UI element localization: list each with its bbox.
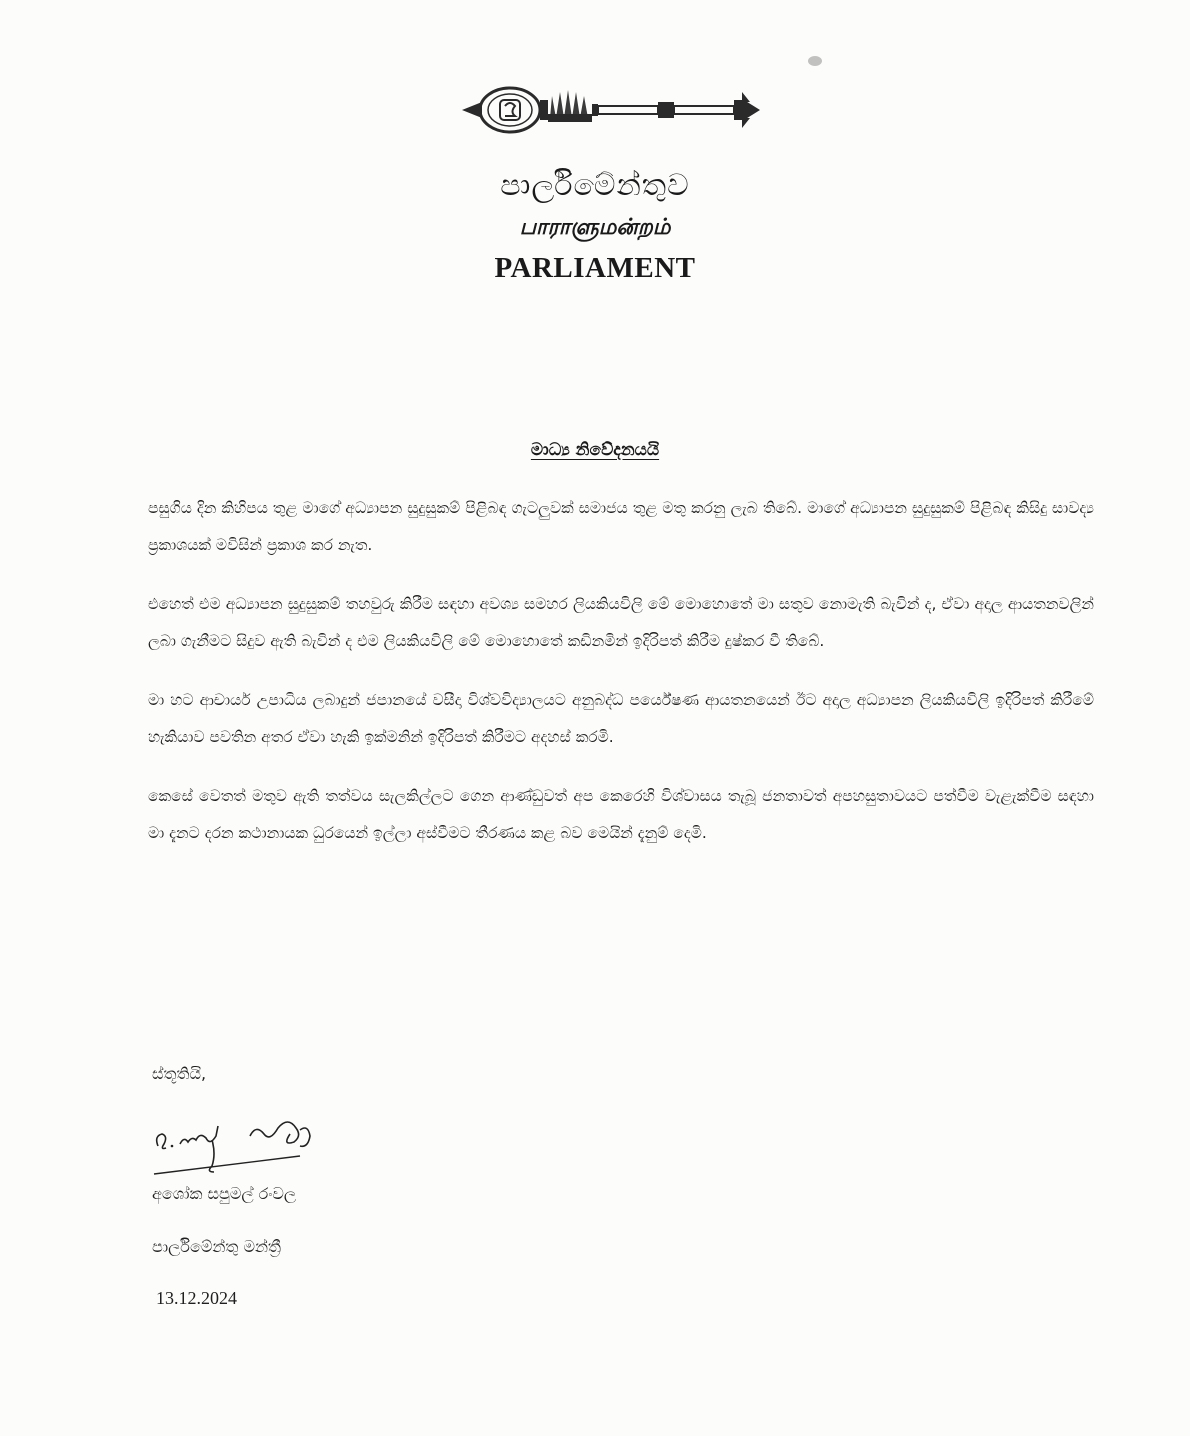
letterhead-english: PARLIAMENT xyxy=(494,252,696,284)
scan-speck xyxy=(808,56,822,66)
letter-body xyxy=(148,490,1094,874)
paragraph-2: එහෙත් එම අධ්‍යාපන සුදුසුකම් තහවුරු කිරීම සඳහා අවශ්‍ය සමහර ලියකියවිලි මේ මොහොතේ මා සතුව නොමැති බැවින් ද, ඒවා අදාල ආයතනවලින් ලබා ගැනීමට සිදුව ඇති බැවින් ද එම ලියකියවිලි මේ මොහොතේ කඩිනමින් ඉදිරිපත් කිරීම දුෂ්කර වී තිබේ. xyxy=(148,595,1094,650)
paragraph-1: පසුගිය දින කිහිපය තුළ මාගේ අධ්‍යාපන සුදුසුකම් පිළිබඳ ගැටලුවක් සමාජය තුළ මතු කරනු ලැබ තිබේ. මාගේ අධ්‍යාපන සුදුසුකම් පිළිබඳ කිසිදු සාවද්‍ය ප්‍රකාශයක් මවිසින් ප්‍රකාශ කර නැත. xyxy=(148,499,1094,554)
letterhead-tamil: பாராளுமன்றம் xyxy=(519,214,671,240)
signer-title: පාර්ලිමේන්තු මන්ත්‍රී xyxy=(152,1237,281,1256)
handwritten-signature xyxy=(150,1106,330,1178)
closing-thanks: ස්තූතියි, xyxy=(152,1064,207,1083)
letterhead-sinhala: පාර්ලිමේන්තුව xyxy=(500,168,690,203)
letter-date: 13.12.2024 xyxy=(156,1288,237,1308)
paragraph-4: කෙසේ වෙතත් මතුව ඇති තත්වය සැලකිල්ලට ගෙන ආණ්ඩුවත් අප කෙරෙහි විශ්වාසය තැබූ ජනතාවත් අපහසුතාවයට පත්වීම වැළැක්වීම සඳහා මා දැනට දරන කථානායක ධුරයෙන් ඉල්ලා අස්වීමට තීරණය කළ බව මෙයින් දැනුම් දෙමි. xyxy=(148,787,1094,842)
document-title: මාධ්‍ය නිවේදනයයි xyxy=(530,440,660,460)
signer-name: අශෝක සපුමල් රංවල xyxy=(152,1184,297,1203)
parliament-mace-emblem xyxy=(460,78,770,142)
paragraph-3: මා හට ආචාර්ය උපාධිය ලබාදුන් ජපානයේ වසීදා විශ්වවිද්‍යාලයට අනුබද්ධ පර්යේෂණ ආයතනයෙන් ඊට අදාල අධ්‍යාපන ලියකියවිලි ඉදිරිපත් කිරීමේ හැකියාව පවතින අතර ඒවා හැකි ඉක්මනින් ඉදිරිපත් කිරීමට අදහස් කරමි. xyxy=(148,691,1094,746)
